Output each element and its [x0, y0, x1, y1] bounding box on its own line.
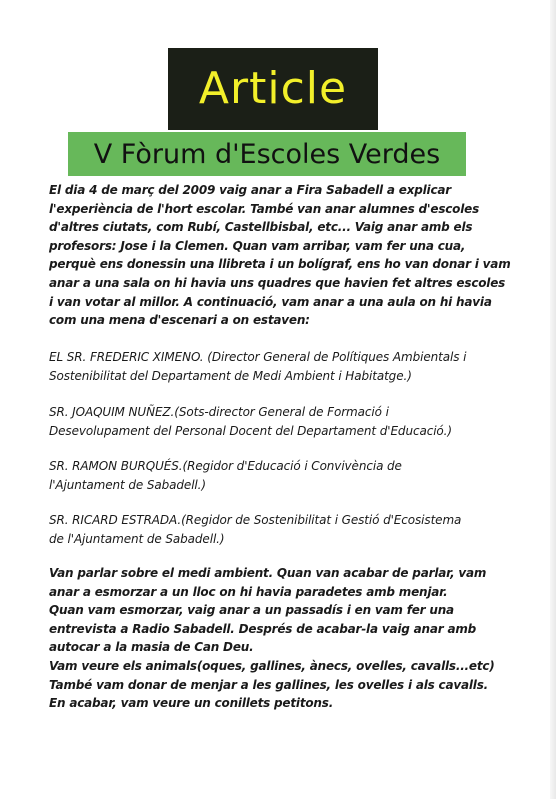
subtitle-banner: [68, 132, 466, 176]
text-line: perquè ens donessin una llibreta i un bolígraf, ens ho van donar i vam: [49, 257, 511, 272]
text-line: profesors: Jose i la Clemen. Quan vam arribar, vam fer una cua,: [49, 238, 466, 253]
speaker-entry-nunez: [49, 403, 519, 440]
text-line: com una mena d'escenari a on estaven:: [49, 313, 310, 328]
article-title: Article: [198, 63, 348, 114]
text-line: SR. RAMON BURQUÉS.(Regidor d'Educació i Convivència de: [49, 459, 402, 473]
intro-paragraph: [49, 181, 519, 330]
text-line: EL SR. FREDERIC XIMENO. (Director General de Polítiques Ambientals i: [49, 350, 467, 364]
text-line: SR. JOAQUIM NUÑEZ.(Sots-director General de Formació i: [49, 405, 389, 419]
closing-paragraph: [49, 564, 519, 713]
text-line: l'Ajuntament de Sabadell.): [49, 477, 206, 492]
text-line: anar a esmorzar a un lloc on hi havia paradetes amb menjar.: [49, 584, 448, 599]
text-line: l'experiència de l'hort escolar. També van anar alumnes d'escoles: [49, 201, 480, 216]
text-line: de l'Ajuntament de Sabadell.): [49, 531, 225, 546]
speaker-entry-ximeno: [49, 348, 519, 385]
speaker-entry-burques: [49, 457, 519, 494]
text-line: Quan vam esmorzar, vaig anar a un passadís i en vam fer una: [49, 603, 454, 618]
text-line: entrevista a Radio Sabadell. Després de acabar-la vaig anar amb: [49, 621, 477, 636]
text-line: autocar a la masia de Can Deu.: [49, 640, 254, 655]
text-line: El dia 4 de març del 2009 vaig anar a Fira Sabadell a explicar: [49, 183, 451, 197]
text-line: SR. RICARD ESTRADA.(Regidor de Sostenibilitat i Gestió d'Ecosistema: [49, 513, 462, 527]
article-subtitle: V Fòrum d'Escoles Verdes: [93, 138, 441, 170]
title-banner: [168, 48, 378, 130]
page-edge: [550, 0, 556, 799]
text-line: Vam veure els animals(oques, gallines, ànecs, ovelles, cavalls...etc): [49, 658, 495, 673]
text-line: També vam donar de menjar a les gallines, les ovelles i als cavalls.: [49, 677, 489, 692]
text-line: d'altres ciutats, com Rubí, Castellbisbal, etc... Vaig anar amb els: [49, 220, 473, 235]
text-line: En acabar, vam veure un conillets petitons.: [49, 696, 334, 711]
text-line: Desevolupament del Personal Docent del Departament d'Educació.): [49, 423, 452, 438]
text-line: i van votar al millor. A continuació, vam anar a una aula on hi havia: [49, 294, 492, 309]
text-line: anar a una sala on hi havia uns quadres que havien fet altres escoles: [49, 275, 506, 290]
speaker-entry-estrada: [49, 511, 519, 548]
text-line: Van parlar sobre el medi ambient. Quan van acabar de parlar, vam: [49, 566, 487, 580]
text-line: Sostenibilitat del Departament de Medi Ambient i Habitatge.): [49, 368, 412, 383]
